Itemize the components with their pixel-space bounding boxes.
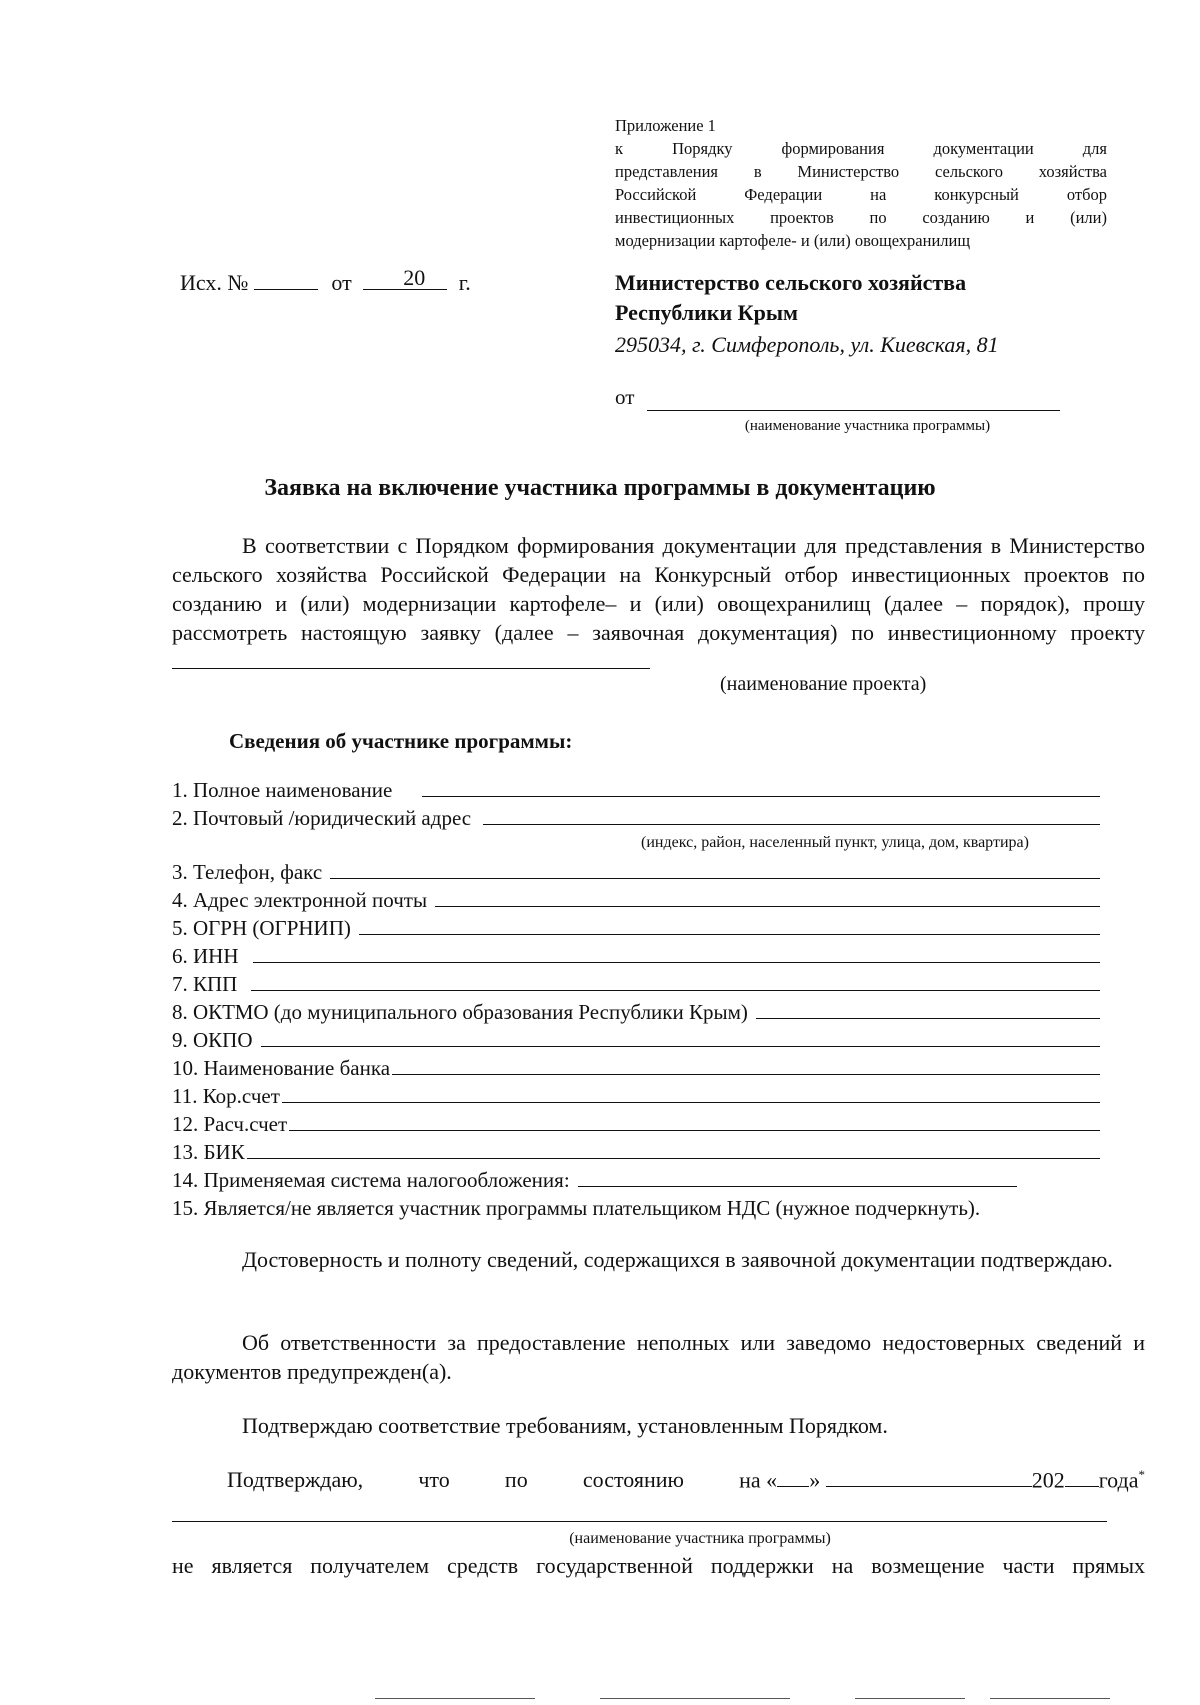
confirm-responsibility: Об ответственности за предоставление неполных или заведомо недостоверных сведений и документов предупрежден(а). (172, 1330, 1145, 1384)
appendix-line: к Порядку формирования документации для (615, 139, 1107, 158)
appendix-line: инвестиционных проектов по созданию и (или) (615, 208, 1107, 227)
outgoing-from-word: от (331, 270, 352, 295)
field-label: 13. БИК (172, 1140, 245, 1164)
email-field[interactable] (435, 905, 1100, 907)
sender-caption: (наименование участника программы) (744, 418, 991, 434)
field-row (172, 775, 1100, 803)
project-caption: (наименование проекта) (720, 673, 927, 695)
field-label: 12. Расч.счет (172, 1112, 288, 1136)
confirm-compliance: Подтверждаю соответствие требованиям, установленным Порядком. (242, 1413, 888, 1438)
footnote-mark: * (1138, 1467, 1145, 1482)
appendix-block (615, 114, 1107, 252)
vat-status-label: 15. Является/не является участник программы плательщиком НДС (нужное подчеркнуть). (172, 1196, 981, 1220)
last-line: не является получателем средств государственной поддержки на возмещение части прямых (172, 1553, 1145, 1578)
participant-caption: (наименование участника программы) (569, 1530, 831, 1547)
kpp-field[interactable] (251, 989, 1100, 991)
field-row (172, 1165, 1017, 1193)
field-label: 7. КПП (172, 972, 238, 996)
addressee-line: Республики Крым (615, 300, 799, 325)
ogrn-field[interactable] (359, 933, 1100, 935)
field-label: 4. Адрес электронной почты (172, 888, 428, 912)
participant-name-field[interactable] (172, 1520, 1107, 1522)
inn-field[interactable] (253, 961, 1101, 963)
field-row (172, 997, 1100, 1025)
field-label: 6. ИНН (172, 944, 239, 968)
field-row (172, 1193, 1100, 1221)
sender-block (615, 385, 1060, 435)
date-year: 202 (1031, 1467, 1065, 1493)
month-field[interactable] (826, 1468, 1032, 1487)
outgoing-number-field[interactable] (254, 270, 318, 290)
intro-text: В соответствии с Порядком формирования документации для представления в Министерство сельского хозяйства Российской Федерации на Конкурсный отбор инвестиционных проектов по созданию и (или) модернизации картофеле– и (или) овощехранилищ (далее – порядок), прошу рассмотреть настоящую заявку (далее – заявочная документация) по инвестиционному проекту (172, 533, 1145, 645)
outgoing-year: 20 (403, 265, 426, 290)
field-row (172, 1053, 1100, 1081)
outgoing-prefix: Исх. № (180, 270, 249, 295)
field-row (172, 857, 1100, 885)
date-open-quote: на « (739, 1467, 778, 1493)
date-year-word: года (1098, 1467, 1139, 1493)
field-label: 1. Полное наименование (172, 778, 393, 802)
appendix-line: представления в Министерство сельского хозяйства (615, 162, 1107, 181)
day-field[interactable] (777, 1468, 809, 1487)
field-row (172, 913, 1100, 941)
appendix-title: Приложение 1 (615, 116, 716, 135)
field-label: 5. ОГРН (ОГРНИП) (172, 916, 351, 940)
sender-name-field[interactable] (647, 410, 1060, 411)
outgoing-number (180, 265, 471, 296)
field-label: 8. ОКТМО (до муниципального образования Республики Крым) (172, 1000, 748, 1024)
addressee-line: Министерство сельского хозяйства (615, 270, 967, 295)
settlement-account-field[interactable] (289, 1129, 1100, 1131)
corr-account-field[interactable] (282, 1101, 1100, 1103)
date-word: Подтверждаю, (227, 1467, 364, 1493)
appendix-line: Российской Федерации на конкурсный отбор (615, 185, 1107, 204)
date-fields (739, 1467, 1145, 1493)
phone-fax-field[interactable] (330, 877, 1100, 879)
section-title: Сведения об участнике программы: (229, 729, 573, 753)
addressee-block (615, 268, 999, 360)
confirm-reliability: Достоверность и полноту сведений, содержащихся в заявочной документации подтверждаю. (242, 1247, 1113, 1272)
field-label: 2. Почтовый /юридический адрес (172, 806, 472, 830)
outgoing-date-field[interactable] (363, 265, 426, 290)
field-row (172, 1109, 1100, 1137)
field-label: 14. Применяемая система налогообложения: (172, 1168, 570, 1192)
bik-field[interactable] (247, 1157, 1100, 1159)
field-row (172, 1025, 1100, 1053)
address-field[interactable] (483, 823, 1100, 825)
oktmo-field[interactable] (756, 1017, 1100, 1019)
date-word: состоянию (582, 1467, 684, 1493)
field-label: 3. Телефон, факс (172, 860, 323, 884)
field-row (172, 1137, 1100, 1165)
document-title: Заявка на включение участника программы в документацию (264, 475, 936, 501)
field-row (172, 885, 1100, 913)
tax-system-field[interactable] (578, 1185, 1017, 1187)
intro-paragraph (172, 531, 1145, 676)
bank-name-field[interactable] (392, 1073, 1100, 1075)
okpo-field[interactable] (261, 1045, 1100, 1047)
field-row (172, 941, 1100, 969)
appendix-line: модернизации картофеле- и (или) овощехранилищ (615, 231, 971, 250)
date-word: по (504, 1467, 528, 1493)
date-line (227, 1467, 1145, 1493)
field-label: 10. Наименование банка (172, 1056, 391, 1080)
outgoing-year-suffix: г. (458, 270, 471, 295)
sender-from-word: от (615, 385, 635, 409)
outgoing-year-field[interactable] (425, 270, 447, 290)
field-label: 11. Кор.счет (172, 1084, 280, 1108)
year-field[interactable] (1065, 1468, 1099, 1487)
address-caption: (индекс, район, населенный пункт, улица, дом, квартира) (641, 834, 1029, 851)
date-close-quote: » (809, 1467, 821, 1493)
date-word: что (418, 1467, 450, 1493)
full-name-field[interactable] (422, 795, 1100, 797)
field-row (172, 803, 1100, 831)
field-label: 9. ОКПО (172, 1028, 253, 1052)
project-name-field[interactable] (172, 650, 650, 669)
addressee-address: 295034, г. Симферополь, ул. Киевская, 81 (615, 332, 999, 357)
field-row (172, 969, 1100, 997)
field-row (172, 1081, 1100, 1109)
